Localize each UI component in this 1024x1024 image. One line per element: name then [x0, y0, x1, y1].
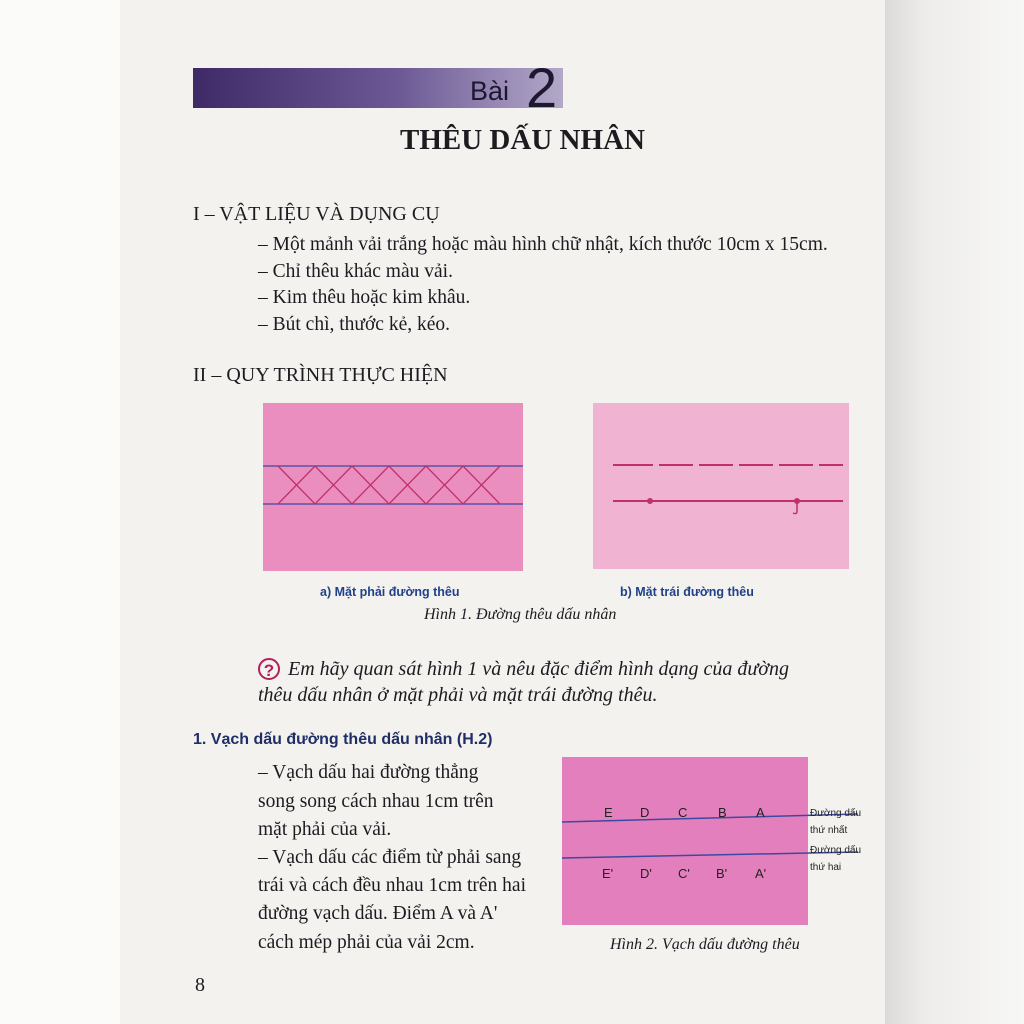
page-number: 8 — [195, 974, 205, 996]
lesson-number: 2 — [526, 56, 558, 119]
step1-line: mặt phải của vải. — [258, 819, 392, 840]
step1-line: song song cách nhau 1cm trên — [258, 791, 494, 812]
point-label: B — [718, 805, 727, 820]
line1-label: Đường dấu — [810, 808, 862, 819]
section-heading-process: II – QUY TRÌNH THỰC HIỆN — [193, 364, 448, 386]
step1-line: – Vạch dấu hai đường thẳng — [258, 762, 479, 783]
point-label: C' — [678, 866, 690, 881]
step1-heading: 1. Vạch dấu đường thêu dấu nhân (H.2) — [193, 731, 493, 748]
point-label: E — [604, 805, 613, 820]
point-label: B' — [716, 866, 728, 881]
question-line: Em hãy quan sát hình 1 và nêu đặc điểm hình dạng của đường — [288, 658, 789, 680]
list-item: – Một mảnh vải trắng hoặc màu hình chữ nhật, kích thước 10cm x 15cm. — [258, 234, 828, 255]
question-circle-icon: ? — [258, 658, 280, 680]
page-title: THÊU DẤU NHÂN — [400, 124, 645, 156]
section-heading-materials: I – VẬT LIỆU VÀ DỤNG CỤ — [193, 203, 440, 225]
point-label: E' — [602, 866, 614, 881]
question-line: thêu dấu nhân ở mặt phải và mặt trái đường thêu. — [258, 684, 658, 706]
page-edge — [885, 0, 1024, 1024]
figure1-b-label: b) Mặt trái đường thêu — [620, 585, 754, 599]
point-label: C — [678, 805, 688, 820]
line2-label: thứ hai — [810, 862, 842, 873]
figure1-caption: Hình 1. Đường thêu dấu nhân — [424, 606, 617, 623]
figure1-a-label: a) Mặt phải đường thêu — [320, 585, 460, 599]
lesson-word: Bài — [470, 76, 510, 106]
figure1-front-side — [263, 403, 523, 571]
figure1-back-side — [593, 403, 849, 569]
step1-line: cách mép phải của vải 2cm. — [258, 932, 475, 953]
point-label: A — [756, 805, 765, 820]
step1-line: trái và cách đều nhau 1cm trên hai — [258, 875, 527, 896]
list-item: – Chỉ thêu khác màu vải. — [258, 261, 453, 282]
list-item: – Bút chì, thước kẻ, kéo. — [258, 314, 451, 335]
line2-label: Đường dấu — [810, 845, 862, 856]
line1-label: thứ nhất — [810, 825, 848, 836]
figure2-caption: Hình 2. Vạch dấu đường thêu — [610, 936, 800, 953]
list-item: – Kim thêu hoặc kim khâu. — [258, 287, 471, 308]
step1-line: đường vạch dấu. Điểm A và A' — [258, 903, 498, 924]
point-label: A' — [755, 866, 767, 881]
point-label: D' — [640, 866, 652, 881]
point-label: D — [640, 805, 650, 820]
step1-line: – Vạch dấu các điểm từ phải sang — [258, 847, 522, 868]
